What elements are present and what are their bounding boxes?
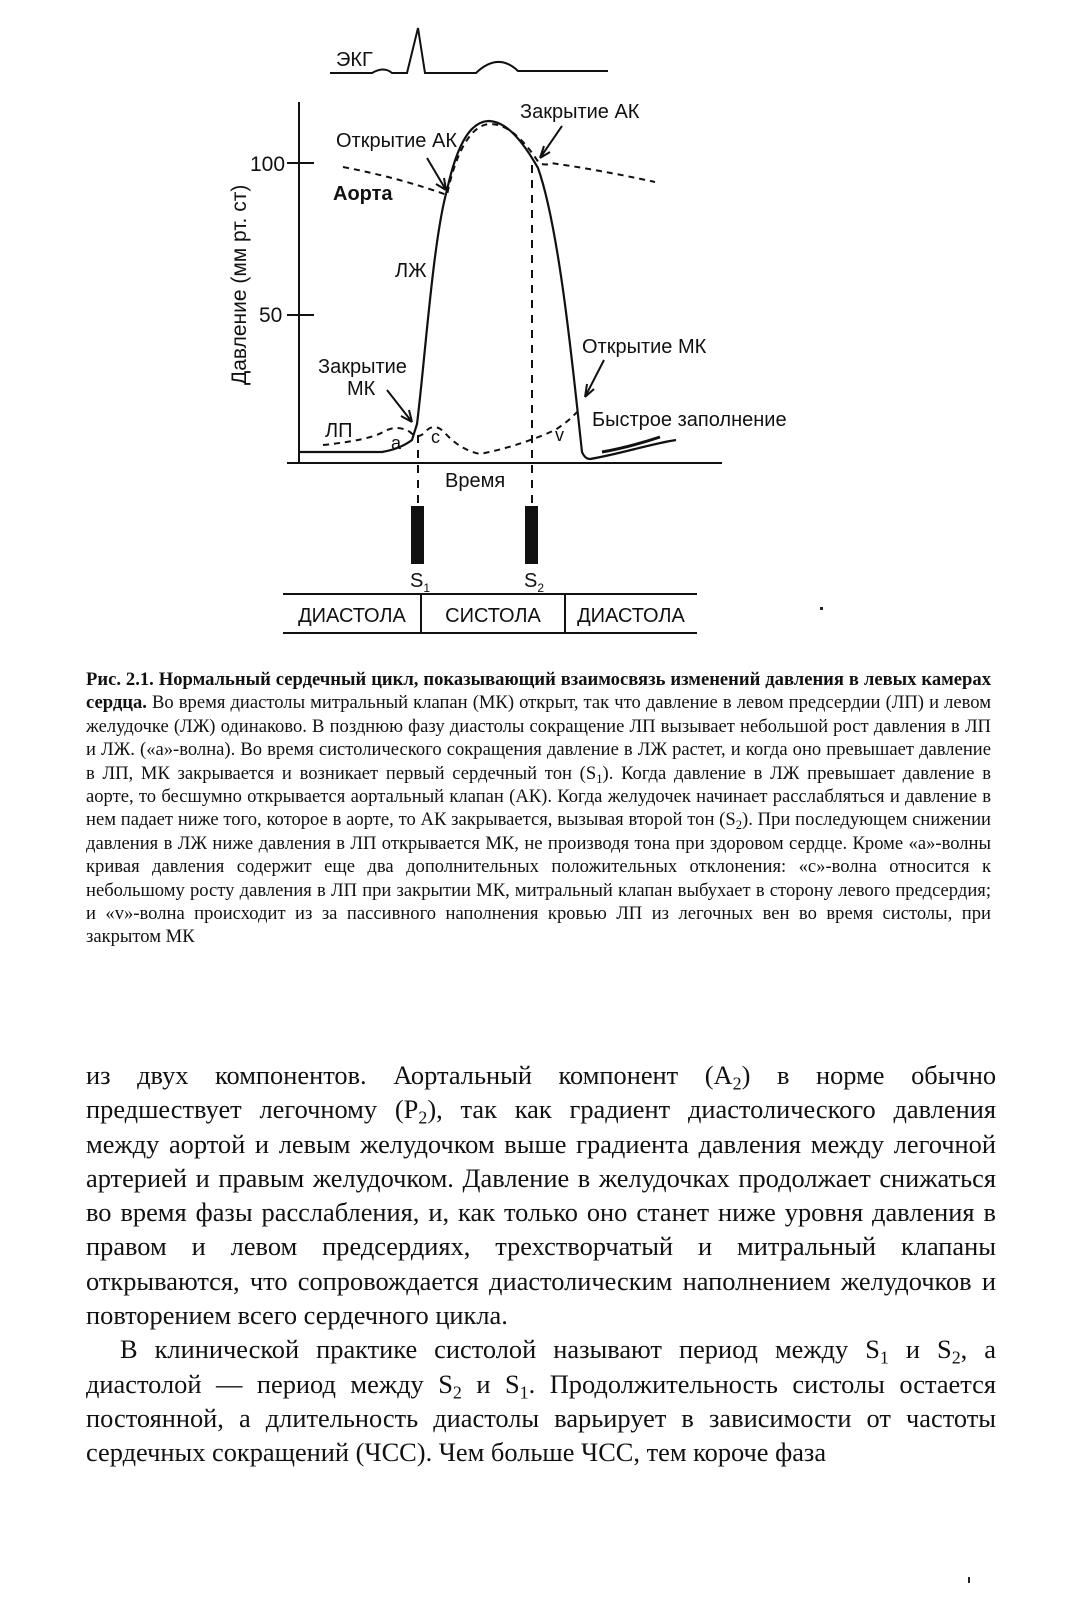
paragraph-1 bbox=[86, 1058, 996, 1332]
p1-text-c: ), так как градиент диастолического давления между аортой и левым желудочком выше градиента давления между легочной артерией и правым желудочком. Давление в желудочках продолжает снижаться во время фазы расслабления, и, как только оно станет ниже уровня давления в правом и левом предсердиях, трехстворчатый и митральный клапаны открываются, что сопровождается диастолическим наполнением желудочков и повторением всего сердечного цикла. bbox=[86, 1094, 996, 1331]
p2-sub-d: 1 bbox=[519, 1382, 529, 1403]
label-aortic-valve-close: Закрытие АК bbox=[520, 101, 640, 123]
p2-sub-b: 2 bbox=[951, 1347, 961, 1368]
arrow-mitral-close bbox=[387, 390, 412, 422]
label-wave-a: a bbox=[391, 433, 402, 453]
phase-label-diastole-1: ДИАСТОЛА bbox=[298, 605, 406, 627]
p2-text-d: и S bbox=[461, 1368, 520, 1399]
scan-speck bbox=[968, 1577, 970, 1583]
paragraph-2 bbox=[86, 1332, 996, 1469]
p2-text-a: В клинической практике систолой называют период между S bbox=[120, 1334, 880, 1365]
s1-sound-block bbox=[411, 506, 424, 564]
caption-sub-1: 1 bbox=[596, 771, 603, 786]
p2-text-b: и S bbox=[888, 1334, 952, 1365]
y-tick-label-100: 100 bbox=[250, 153, 286, 176]
x-axis-title: Время bbox=[445, 470, 506, 492]
p1-sub-b: 2 bbox=[418, 1107, 428, 1128]
p1-text-a: из двух компонентов. Аортальный компонент (А bbox=[86, 1060, 733, 1090]
cardiac-cycle-diagram bbox=[0, 0, 1076, 660]
scan-speck bbox=[820, 607, 823, 610]
arrow-mitral-open bbox=[585, 360, 604, 397]
arrow-aortic-close bbox=[540, 126, 562, 158]
label-rapid-filling: Быстрое заполнение bbox=[592, 409, 787, 431]
p2-sub-a: 1 bbox=[879, 1347, 889, 1368]
caption-sub-2: 2 bbox=[735, 818, 743, 833]
arrow-aortic-open bbox=[427, 158, 446, 190]
label-mitral-valve-close-2: МК bbox=[347, 378, 376, 400]
caption-title: Рис. 2.1. Нормальный сердечный цикл, показывающий взаимосвязь изменений давления в левых камерах сердца. bbox=[86, 669, 991, 714]
ecg-label: ЭКГ bbox=[336, 49, 373, 71]
label-mitral-valve-close-1: Закрытие bbox=[318, 356, 407, 378]
p2-text-c: , а диастолой — период между S bbox=[86, 1334, 996, 1399]
figure-caption bbox=[86, 668, 991, 949]
label-mitral-valve-open: Открытие МК bbox=[582, 336, 707, 358]
p1-text-b: ) в норме обычно предшествует легочному (Р bbox=[86, 1060, 997, 1125]
body-text bbox=[86, 1058, 996, 1470]
p1-sub-a: 2 bbox=[732, 1073, 742, 1094]
cardiac-cycle-figure bbox=[0, 0, 1076, 660]
label-wave-c: c bbox=[431, 427, 440, 447]
y-tick-label-50: 50 bbox=[259, 304, 283, 327]
phase-label-diastole-2: ДИАСТОЛА bbox=[577, 605, 685, 627]
label-s1: $S_1$ bbox=[410, 570, 431, 595]
la-pressure-curve bbox=[323, 412, 577, 454]
label-aortic-valve-open: Открытие АК bbox=[336, 130, 457, 152]
label-aorta: Аорта bbox=[333, 183, 393, 205]
y-axis-title: Давление (мм рт. ст) bbox=[228, 184, 251, 385]
label-wave-v: v bbox=[555, 425, 564, 445]
caption-text-3: ). При последующем снижении давления в ЛЖ ниже давления в ЛП открывается МК, не производя тона при здоровом сердце. Кроме «а»-волны кривая давления содержит еще два дополнительных положительных отклонения: «с»-волна относится к небольшому росту давления в ЛП при закрытии МК, митральный клапан выбухает в сторону левого предсердия; и «v»-волна происходит из за пассивного наполнения кровью ЛП из легочных вен во время систолы, при закрытом МК bbox=[86, 809, 991, 948]
label-s2: $S_2$ bbox=[524, 570, 545, 595]
p2-text-e: . Продолжительность систолы остается постоянной, а длительность диастолы варьирует в зависимости от частоты сердечных сокращений (ЧСС). Чем больше ЧСС, тем короче фаза bbox=[86, 1368, 996, 1468]
label-left-atrium: ЛП bbox=[325, 420, 353, 442]
p2-sub-c: 2 bbox=[452, 1382, 462, 1403]
label-left-ventricle: ЛЖ bbox=[395, 260, 427, 282]
s2-sound-block bbox=[525, 506, 538, 564]
caption-text-2: ). Когда давление в ЛЖ превышает давление в аорте, то бесшумно открывается аортальный клапан (АК). Когда желудочек начинает расслабляться и давление в нем падает ниже того, которое в аорте, то АК закрывается, вызывая второй тон (S bbox=[86, 762, 991, 831]
phase-label-systole: СИСТОЛА bbox=[445, 605, 541, 627]
caption-text-1: Во время диастолы митральный клапан (МК) открыт, так что давление в левом предсердии (ЛП) и левом желудочке (ЛЖ) одинаково. В позднюю фазу диастолы сокращение ЛП вызывает небольшой рост давления в ЛП и ЛЖ. («а»-волна). Во время систолического сокращения давление в ЛЖ растет, и когда оно превышает давление в ЛП, МК закрывается и возникает первый сердечный тон (S bbox=[86, 692, 991, 784]
